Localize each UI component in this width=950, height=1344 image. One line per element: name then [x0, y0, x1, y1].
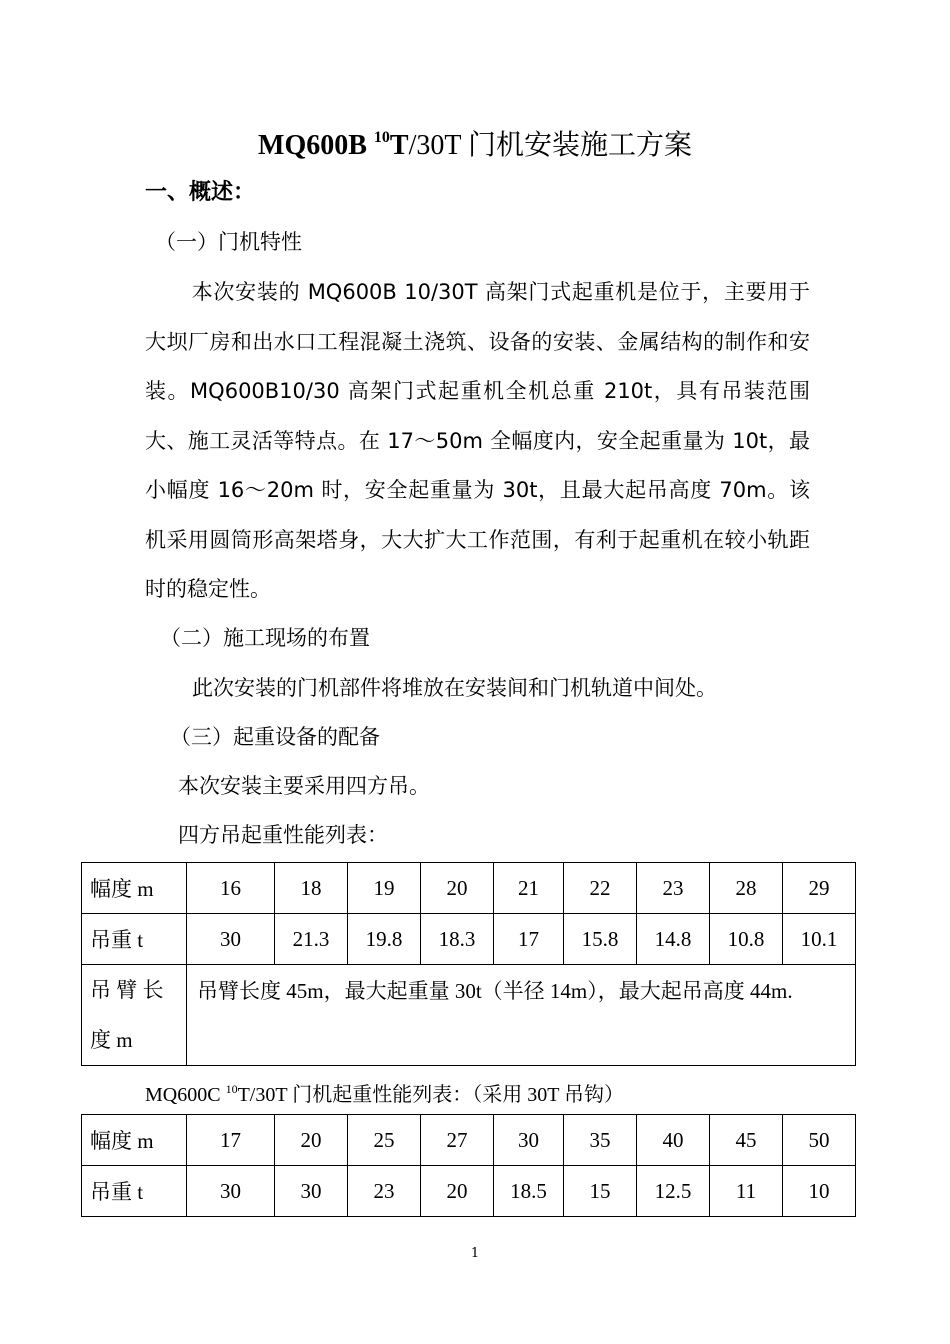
subheading-lifting-equipment: （三）起重设备的配备	[170, 725, 380, 749]
row-label-boom-length: 吊 臂 长 度 m	[82, 965, 187, 1066]
document-title: MQ600B $^{10}$T/30T 门机安装施工方案	[258, 129, 692, 161]
boom-length-note: 吊臂长度 45m，最大起重量 30t（半径 14m），最大起吊高度 44m.	[187, 965, 856, 1066]
table-cell: 30	[187, 914, 275, 965]
table-row	[82, 914, 856, 965]
table-cell: 45	[710, 1115, 783, 1166]
row-label-radius: 幅度 m	[82, 1115, 187, 1166]
row-label-load: 吊重 t	[82, 914, 187, 965]
row-label-radius: 幅度 m	[82, 863, 187, 914]
table-cell: 21.3	[275, 914, 348, 965]
table-cell: 23	[348, 1166, 421, 1217]
table-cell: 20	[421, 863, 494, 914]
table-cell: 10.8	[710, 914, 783, 965]
subheading-site-layout: （二）施工现场的布置	[160, 626, 370, 650]
table-cell: 19.8	[348, 914, 421, 965]
table-cell: 27	[421, 1115, 494, 1166]
table-row	[82, 1166, 856, 1217]
table2-caption: MQ600C $^{10}$T/30T 门机起重性能列表：（采用 30T 吊钩）	[145, 1082, 625, 1106]
table-cell: 18.5	[494, 1166, 564, 1217]
table-cell: 17	[187, 1115, 275, 1166]
table-mq600c-crane-capacity	[81, 1114, 856, 1217]
table-cell: 28	[710, 863, 783, 914]
table-cell: 14.8	[637, 914, 710, 965]
table-cell: 10	[783, 1166, 856, 1217]
table-cell: 50	[783, 1115, 856, 1166]
table-cell: 17	[494, 914, 564, 965]
table-cell: 35	[564, 1115, 637, 1166]
table-cell: 29	[783, 863, 856, 914]
paragraph-site-layout: 此次安装的门机部件将堆放在安装间和门机轨道中间处。	[192, 676, 717, 700]
table-cell: 19	[348, 863, 421, 914]
table-cell: 12.5	[637, 1166, 710, 1217]
section-heading-overview: 一、概述：	[145, 179, 256, 205]
table-row	[82, 863, 856, 914]
table-cell: 40	[637, 1115, 710, 1166]
subheading-crane-features: （一）门机特性	[155, 230, 302, 254]
paragraph-lifting-equipment: 本次安装主要采用四方吊。	[178, 774, 430, 798]
table-cell: 15	[564, 1166, 637, 1217]
table-row	[82, 1115, 856, 1166]
table-cell: 21	[494, 863, 564, 914]
table-cell: 15.8	[564, 914, 637, 965]
row-label-load: 吊重 t	[82, 1166, 187, 1217]
table-cell: 16	[187, 863, 275, 914]
table-cell: 30	[187, 1166, 275, 1217]
table-cell: 30	[275, 1166, 348, 1217]
table-cell: 11	[710, 1166, 783, 1217]
page-number: 1	[470, 1246, 480, 1261]
table-cell: 20	[421, 1166, 494, 1217]
table-cell: 10.1	[783, 914, 856, 965]
table-cell: 18.3	[421, 914, 494, 965]
table-sifang-crane-capacity	[81, 862, 856, 1066]
table-row	[82, 965, 856, 1066]
table-cell: 30	[494, 1115, 564, 1166]
table-cell: 18	[275, 863, 348, 914]
table-cell: 20	[275, 1115, 348, 1166]
table-cell: 25	[348, 1115, 421, 1166]
table-cell: 23	[637, 863, 710, 914]
paragraph-crane-features: 本次安装的 MQ600B 10/30T 高架门式起重机是位于，主要用于大坝厂房和出水口工程混凝土浇筑、设备的安装、金属结构的制作和安装。MQ600B10/30 高架门式起重机全机总重 210t，具有吊装范围大、施工灵活等特点。在 17～50m 全幅度内，安全起重量为 10t，最小幅度 16～20m 时，安全起重量为 30t，且最大起吊高度 70m。该机采用圆筒形高架塔身，大大扩大工作范围，有利于起重机在较小轨距时的稳定性。	[145, 280, 810, 601]
table-cell: 22	[564, 863, 637, 914]
table1-caption: 四方吊起重性能列表：	[178, 823, 388, 847]
